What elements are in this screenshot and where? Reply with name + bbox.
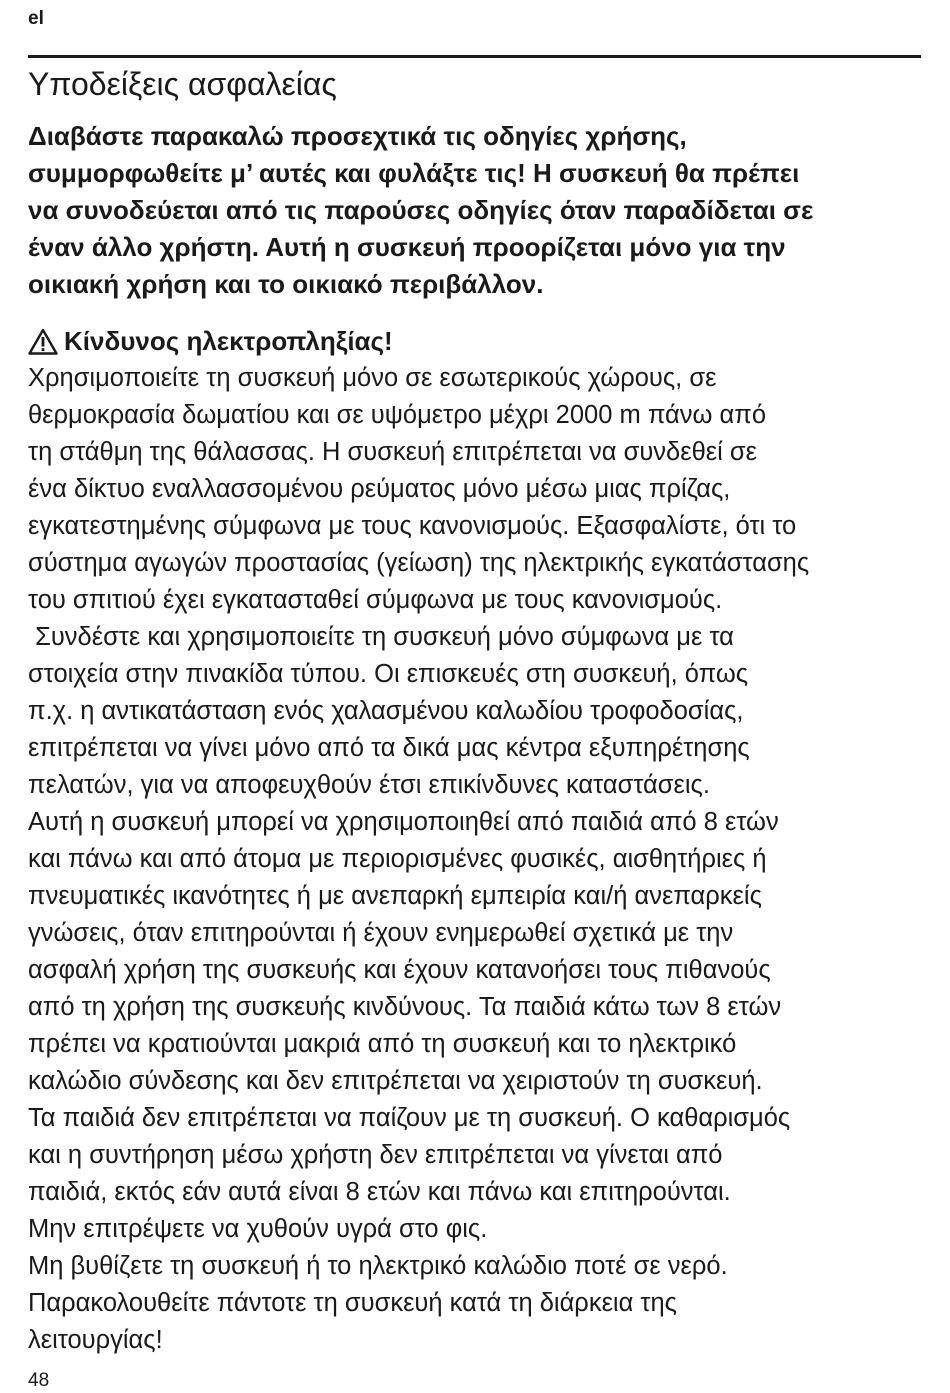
body-line: καλώδιο σύνδεσης και δεν επιτρέπεται να χειριστούν τη συσκευή. xyxy=(28,1067,763,1095)
body-line: ασφαλή χρήση της συσκευής και έχουν κατανοήσει τους πιθανούς xyxy=(28,956,771,984)
body-line: από τη χρήση της συσκευής κινδύνους. Τα παιδιά κάτω των 8 ετών xyxy=(28,993,782,1021)
header-divider xyxy=(28,55,921,58)
intro-line: έναν άλλο χρήστη. Αυτή η συσκευή προορίζεται μόνο για την xyxy=(28,232,786,262)
intro-line: οικιακή χρήση και το οικιακό περιβάλλον. xyxy=(28,269,544,299)
body-line: π.χ. η αντικατάσταση ενός χαλασμένου καλωδίου τροφοδοσίας, xyxy=(28,697,744,725)
body-line: επιτρέπεται να γίνει μόνο από τα δικά μας κέντρα εξυπηρέτησης xyxy=(28,734,750,762)
language-code: el xyxy=(28,8,44,29)
body-line: πελατών, για να αποφευχθούν έτσι επικίνδυνες καταστάσεις. xyxy=(28,771,710,799)
intro-line: συμμορφωθείτε μ’ αυτές και φυλάξτε τις! Η συσκευή θα πρέπει xyxy=(28,158,800,188)
warning-heading xyxy=(28,323,928,360)
body-line: Μην επιτρέψετε να χυθούν υγρά στο φις. xyxy=(28,1215,488,1243)
body-line: Μη βυθίζετε τη συσκευή ή το ηλεκτρικό καλώδιο ποτέ σε νερό. xyxy=(28,1252,728,1280)
body-line: γνώσεις, όταν επιτηρούνται ή έχουν ενημερωθεί σχετικά με την xyxy=(28,919,734,947)
body-line: πρέπει να κρατιούνται μακριά από τη συσκευή και το ηλεκτρικό xyxy=(28,1030,737,1058)
body-line: και πάνω και από άτομα με περιορισμένες φυσικές, αισθητήριες ή xyxy=(28,845,767,873)
body-line: σύστημα αγωγών προστασίας (γείωση) της ηλεκτρικής εγκατάστασης xyxy=(28,549,810,577)
body-line: εγκατεστημένης σύμφωνα με τους κανονισμούς. Εξασφαλίστε, ότι το xyxy=(28,512,797,540)
body-line: τη στάθμη της θάλασσας. Η συσκευή επιτρέπεται να συνδεθεί σε xyxy=(28,438,757,466)
body-line: Παρακολουθείτε πάντοτε τη συσκευή κατά τη διάρκεια της xyxy=(28,1289,677,1317)
safety-body xyxy=(28,360,928,1359)
body-line: παιδιά, εκτός εάν αυτά είναι 8 ετών και πάνω και επιτηρούνται. xyxy=(28,1178,731,1206)
body-line: στοιχεία στην πινακίδα τύπου. Οι επισκευές στη συσκευή, όπως xyxy=(28,660,749,688)
safety-section xyxy=(28,62,928,1359)
body-line: του σπιτιού έχει εγκατασταθεί σύμφωνα με τους κανονισμούς. xyxy=(28,586,723,614)
body-line: Χρησιμοποιείτε τη συσκευή μόνο σε εσωτερικούς χώρους, σε xyxy=(28,364,717,392)
section-title: Υποδείξεις ασφαλείας xyxy=(28,66,337,102)
body-line: ένα δίκτυο εναλλασσομένου ρεύματος μόνο μέσω μιας πρίζας, xyxy=(28,475,731,503)
page-number: 48 xyxy=(28,1370,50,1391)
body-line: Τα παιδιά δεν επιτρέπεται να παίζουν με τη συσκευή. Ο καθαρισμός xyxy=(28,1104,791,1132)
warning-heading-text: Κίνδυνος ηλεκτροπληξίας! xyxy=(64,326,393,356)
body-line: θερμοκρασία δωματίου και σε υψόμετρο μέχρι 2000 m πάνω από xyxy=(28,401,767,429)
body-line: Αυτή η συσκευή μπορεί να χρησιμοποιηθεί από παιδιά από 8 ετών xyxy=(28,808,779,836)
intro-line: να συνοδεύεται από τις παρούσες οδηγίες όταν παραδίδεται σε xyxy=(28,195,814,225)
intro-paragraph xyxy=(28,118,928,303)
warning-triangle-icon xyxy=(28,328,58,355)
body-line: πνευματικές ικανότητες ή με ανεπαρκή εμπειρία και/ή ανεπαρκείς xyxy=(28,882,762,910)
body-line: Συνδέστε και χρησιμοποιείτε τη συσκευή μόνο σύμφωνα με τα xyxy=(28,623,734,651)
intro-line: Διαβάστε παρακαλώ προσεχτικά τις οδηγίες χρήσης, xyxy=(28,121,687,151)
body-line: και η συντήρηση μέσω χρήστη δεν επιτρέπεται να γίνεται από xyxy=(28,1141,723,1169)
body-line: λειτουργίας! xyxy=(28,1326,163,1354)
